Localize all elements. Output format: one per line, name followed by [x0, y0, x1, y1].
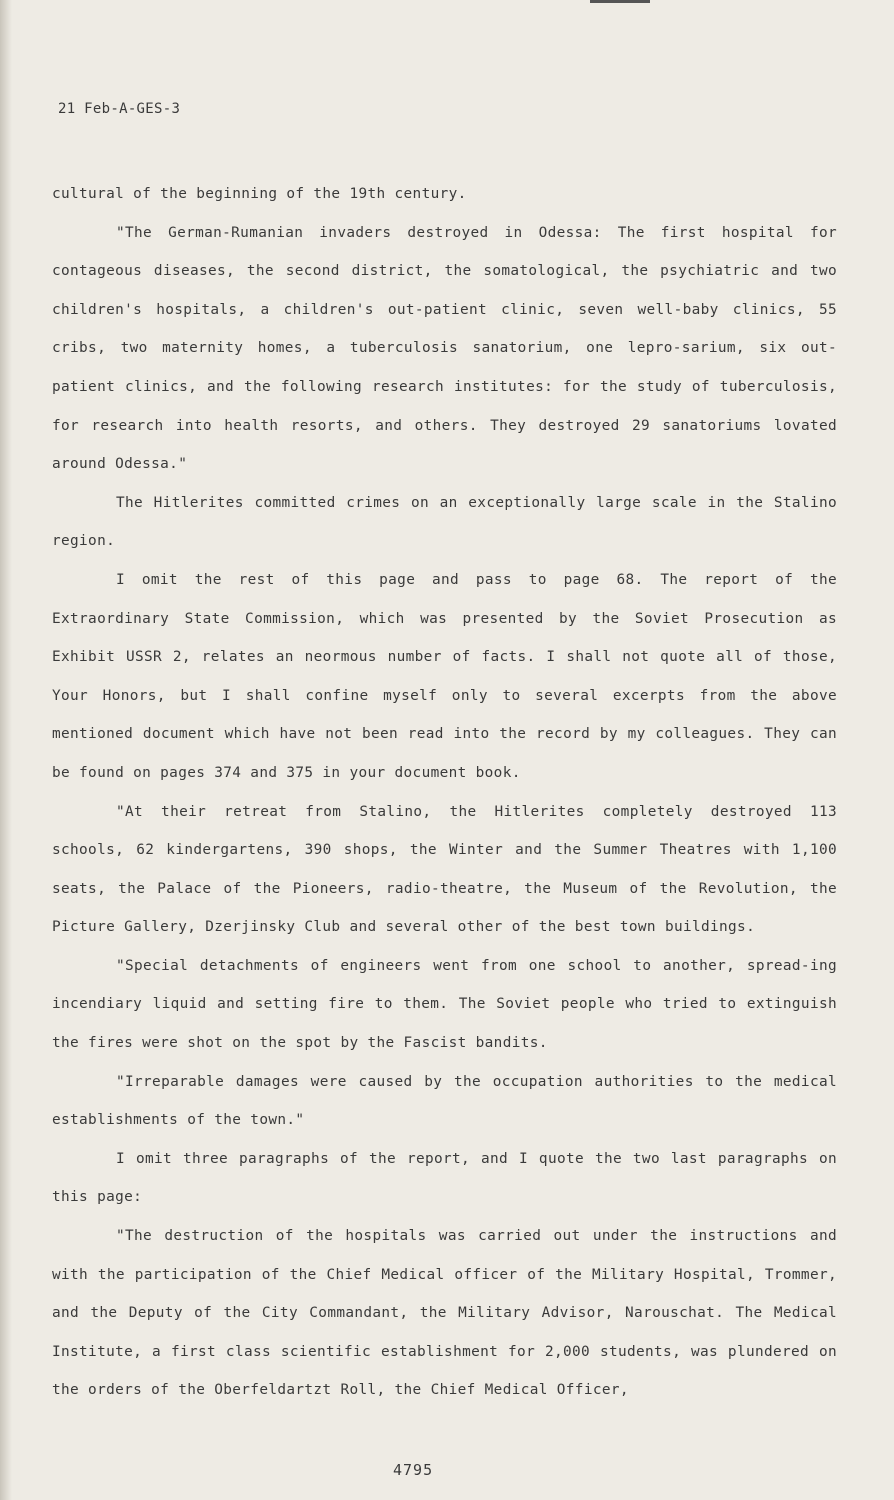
paragraph: "The destruction of the hospitals was carried out under the instructions and with the participation of the Chief Medical officer of the Military Hospital, Trommer, and the Deputy of the City Commandant, the Military Advisor, Narouschat. The Medical Institute, a first class scientific establishment for 2,000 students, was plundered on the orders of the Oberfeldartzt Roll, the Chief Medical Officer, — [52, 1228, 837, 1399]
page-number: 4795 — [393, 1461, 434, 1479]
paragraph: "At their retreat from Stalino, the Hitlerites completely destroyed 113 schools, 62 kindergartens, 390 shops, the Winter and the Summer Theatres with 1,100 seats, the Palace of the Pioneers, radio-theatre, the Museum of the Revolution, the Picture Gallery, Dzerjinsky Club and several other of the best town buildings. — [52, 803, 837, 936]
paragraph: "Irreparable damages were caused by the occupation authorities to the medical establishments of the town." — [52, 1073, 837, 1129]
paragraph: I omit the rest of this page and pass to page 68. The report of the Extraordinary State Commission, which was presented by the Soviet Prosecution as Exhibit USSR 2, relates an neormous number of facts. I shall not quote all of those, Your Honors, but I shall confine myself only to several excerpts from the above mentioned document which have not been read into the record by my colleagues. They can be found on pages 374 and 375 in your document book. — [52, 571, 837, 781]
page-edge-shadow — [0, 0, 12, 1500]
paragraph: "Special detachments of engineers went from one school to another, spread-ing incendiary liquid and setting fire to them. The Soviet people who tried to extinguish the fires were shot on the spot by the Fascist bandits. — [52, 957, 837, 1052]
paragraph: I omit three paragraphs of the report, and I quote the two last paragraphs on this page: — [52, 1150, 837, 1206]
paragraph: The Hitlerites committed crimes on an exceptionally large scale in the Stalino region. — [52, 494, 837, 550]
body-text — [52, 175, 837, 1410]
paragraph: cultural of the beginning of the 19th century. — [52, 186, 467, 202]
top-edge-mark — [590, 0, 650, 3]
document-reference: 21 Feb-A-GES-3 — [58, 101, 181, 117]
paragraph: "The German-Rumanian invaders destroyed in Odessa: The first hospital for contageous diseases, the second district, the somatological, the psychiatric and two children's hospitals, a children's out-patient clinic, seven well-baby clinics, 55 cribs, two maternity homes, a tuberculosis sanatorium, one lepro-sarium, six out-patient clinics, and the following research institutes: for the study of tuberculosis, for research into health resorts, and others. They destroyed 29 sanatoriums lovated around Odessa." — [52, 224, 837, 473]
